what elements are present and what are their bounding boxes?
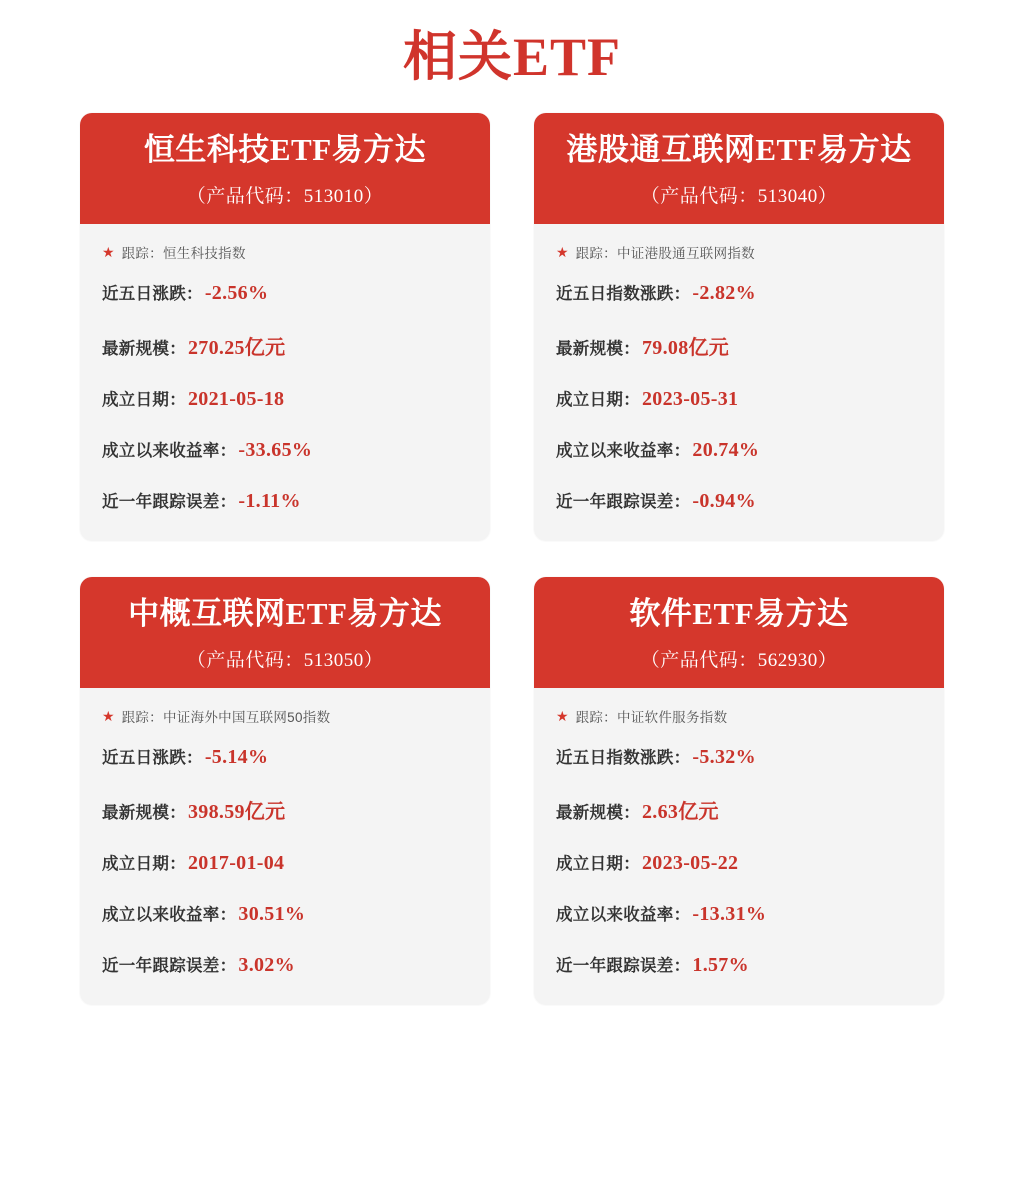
etf-code	[550, 645, 928, 672]
etf-metric-label: 成立以来收益率：	[556, 905, 691, 924]
etf-card-grid	[80, 113, 944, 1005]
etf-track-index: 中证港股通互联网指数	[616, 245, 755, 261]
etf-track-index: 中证海外中国互联网50指数	[162, 709, 331, 725]
etf-track-prefix: 跟踪：	[121, 709, 163, 725]
star-icon: ★	[556, 707, 569, 724]
etf-track-text	[122, 242, 246, 262]
etf-metric-label: 成立日期：	[102, 390, 186, 409]
etf-card	[534, 577, 944, 1005]
etf-code-value: 513050	[303, 649, 364, 671]
etf-code-prefix: （产品代码：	[640, 185, 758, 207]
etf-code	[550, 181, 928, 208]
etf-code-suffix: ）	[817, 649, 838, 671]
etf-metric-value: 1.57%	[692, 953, 749, 976]
etf-metric-label: 近五日指数涨跌：	[556, 284, 691, 303]
etf-metric-value: 398.59亿元	[188, 800, 286, 823]
etf-metric-value: 2017-01-04	[188, 851, 285, 874]
etf-metric	[556, 850, 922, 875]
etf-track-prefix: 跟踪：	[575, 245, 617, 261]
etf-metric-value: 2023-05-22	[642, 851, 739, 874]
etf-code-value: 562930	[757, 649, 818, 671]
etf-metric-value: 30.51%	[238, 902, 306, 925]
etf-metric	[556, 331, 922, 360]
etf-metric-value: -1.11%	[238, 489, 301, 512]
etf-track-index: 恒生科技指数	[162, 245, 246, 261]
etf-metric-label: 近五日涨跌：	[102, 284, 203, 303]
etf-card-header	[534, 577, 944, 688]
etf-card	[80, 113, 490, 541]
etf-metric	[102, 901, 468, 926]
etf-card-body	[534, 224, 944, 541]
etf-track-row	[556, 242, 922, 262]
etf-metric	[556, 744, 922, 769]
etf-code-prefix: （产品代码：	[186, 185, 304, 207]
etf-metric-value: 3.02%	[238, 953, 295, 976]
etf-metric-value: 270.25亿元	[188, 336, 286, 359]
etf-name: 恒生科技ETF易方达	[143, 132, 427, 167]
etf-card-header	[80, 577, 490, 688]
etf-code-suffix: ）	[817, 185, 838, 207]
etf-code-prefix: （产品代码：	[640, 649, 758, 671]
etf-card-body	[534, 688, 944, 1005]
etf-track-index: 中证软件服务指数	[616, 709, 728, 725]
etf-metric-label: 近一年跟踪误差：	[556, 956, 691, 975]
etf-metric-value: -2.82%	[692, 281, 756, 304]
etf-track-row	[102, 242, 468, 262]
etf-metric-label: 近五日涨跌：	[102, 748, 203, 767]
etf-metric	[556, 386, 922, 411]
etf-card-body	[80, 688, 490, 1005]
etf-code	[96, 645, 474, 672]
etf-metric	[102, 744, 468, 769]
etf-track-text	[576, 706, 728, 726]
etf-metric-value: 2.63亿元	[642, 800, 719, 823]
etf-metric-value: -5.14%	[204, 745, 269, 768]
star-icon: ★	[102, 243, 115, 260]
etf-metric	[556, 952, 922, 977]
etf-name: 中概互联网ETF易方达	[128, 595, 442, 631]
etf-metric-label: 近五日指数涨跌：	[556, 748, 691, 767]
etf-track-row	[102, 706, 468, 726]
etf-metric-label: 成立以来收益率：	[556, 441, 691, 460]
etf-metric-label: 成立日期：	[556, 390, 640, 409]
etf-metric	[102, 850, 468, 875]
etf-metric-value: 20.74%	[692, 438, 760, 461]
etf-metric	[556, 280, 922, 305]
etf-metric	[102, 488, 468, 513]
etf-metric-label: 最新规模：	[556, 339, 640, 358]
etf-metric-value: 2021-05-18	[188, 387, 285, 410]
etf-name: 港股通互联网ETF易方达	[566, 132, 912, 167]
etf-metric	[556, 795, 922, 824]
etf-metric	[102, 437, 468, 462]
etf-card-header	[534, 113, 944, 224]
etf-metric-label: 近一年跟踪误差：	[102, 956, 237, 975]
etf-card	[534, 113, 944, 541]
etf-card-header	[80, 113, 490, 224]
etf-code-value: 513040	[757, 185, 818, 207]
etf-card	[80, 577, 490, 1005]
etf-metric	[556, 901, 922, 926]
etf-code-suffix: ）	[363, 649, 384, 671]
etf-track-text	[122, 706, 331, 726]
etf-metric-value: -5.32%	[692, 745, 756, 768]
etf-metric-value: -2.56%	[204, 281, 269, 304]
etf-metric	[556, 488, 922, 513]
etf-metric-label: 成立以来收益率：	[102, 441, 237, 460]
etf-metric-value: -0.94%	[692, 489, 756, 512]
etf-metric-value: -33.65%	[238, 438, 313, 461]
etf-track-prefix: 跟踪：	[575, 709, 617, 725]
page-title: 相关ETF	[402, 27, 622, 87]
etf-metric-label: 成立日期：	[556, 854, 640, 873]
etf-metric-label: 最新规模：	[102, 339, 186, 358]
etf-metric-label: 近一年跟踪误差：	[556, 492, 691, 511]
etf-track-prefix: 跟踪：	[121, 245, 163, 261]
etf-metric	[102, 386, 468, 411]
etf-metric-value: -13.31%	[692, 902, 767, 925]
star-icon: ★	[102, 707, 115, 724]
etf-track-text	[576, 242, 755, 262]
etf-code	[96, 181, 474, 208]
etf-metric-label: 最新规模：	[102, 803, 186, 822]
etf-metric	[102, 795, 468, 824]
etf-metric	[102, 280, 468, 305]
etf-track-row	[556, 706, 922, 726]
etf-metric-value: 79.08亿元	[642, 336, 730, 359]
etf-metric-label: 近一年跟踪误差：	[102, 492, 237, 511]
etf-name: 软件ETF易方达	[629, 595, 849, 631]
etf-metric-label: 成立以来收益率：	[102, 905, 237, 924]
etf-metric-value: 2023-05-31	[642, 387, 739, 410]
etf-metric-label: 成立日期：	[102, 854, 186, 873]
etf-metric-label: 最新规模：	[556, 803, 640, 822]
etf-code-value: 513010	[303, 185, 364, 207]
etf-metric	[102, 952, 468, 977]
star-icon: ★	[556, 243, 569, 260]
etf-metric	[556, 437, 922, 462]
etf-card-body	[80, 224, 490, 541]
etf-code-suffix: ）	[363, 185, 384, 207]
etf-metric	[102, 331, 468, 360]
etf-code-prefix: （产品代码：	[186, 649, 304, 671]
